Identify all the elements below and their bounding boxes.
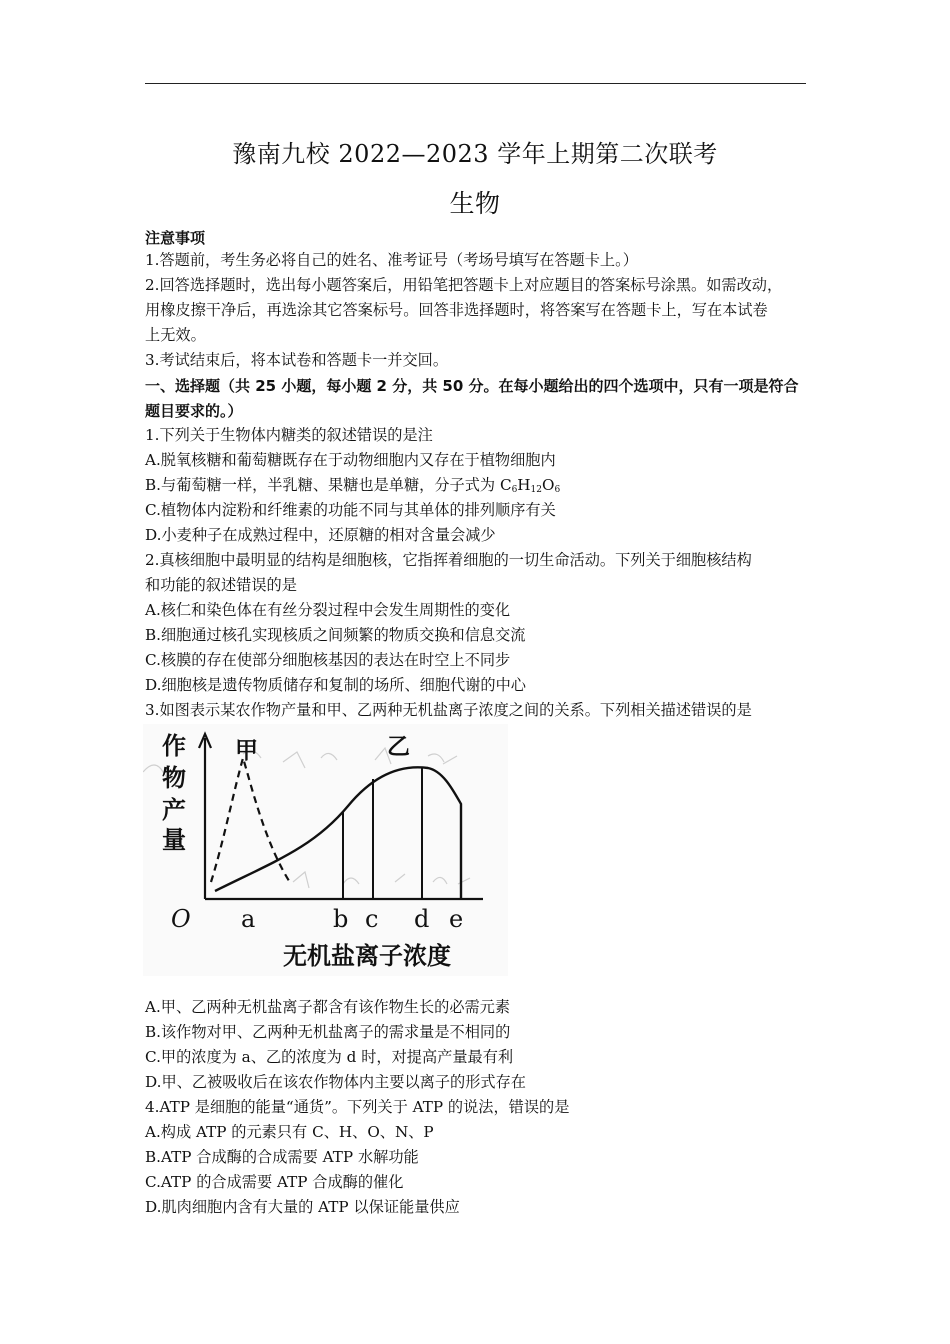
notice-item-3: 3.考试结束后，将本试卷和答题卡一并交回。 xyxy=(145,351,449,369)
q2-option-a: A.核仁和染色体在有丝分裂过程中会发生周期性的变化 xyxy=(145,601,511,619)
q2-stem-line1: 2.真核细胞中最明显的结构是细胞核，它指挥着细胞的一切生命活动。下列关于细胞核结构 xyxy=(145,551,752,569)
notice-item-1: 1.答题前，考生务必将自己的姓名、准考证号（考场号填写在答题卡上。） xyxy=(145,251,638,269)
x-axis-label: 无机盐离子浓度 xyxy=(283,942,451,970)
q2-option-d: D.细胞核是遗传物质储存和复制的场所、细胞代谢的中心 xyxy=(145,676,526,694)
section-heading-line1: 一、选择题（共 25 小题，每小题 2 分，共 50 分。在每小题给出的四个选项中，只有一项是符合 xyxy=(145,377,799,395)
q4-stem: 4.ATP 是细胞的能量“通货”。下列关于 ATP 的说法，错误的是 xyxy=(145,1098,570,1116)
subject-title: 生物 xyxy=(449,189,501,218)
q4-option-a: A.构成 ATP 的元素只有 C、H、O、N、P xyxy=(145,1123,434,1141)
q3-stem: 3.如图表示某农作物产量和甲、乙两种无机盐离子浓度之间的关系。下列相关描述错误的是 xyxy=(145,701,752,719)
notice-item-2c: 上无效。 xyxy=(145,326,206,344)
q3-option-b: B.该作物对甲、乙两种无机盐离子的需求量是不相同的 xyxy=(145,1023,511,1041)
section-heading-line2: 题目要求的。） xyxy=(145,402,243,420)
tick-b: b xyxy=(333,905,349,933)
q2-option-b: B.细胞通过核孔实现核质之间频繁的物质交换和信息交流 xyxy=(145,626,526,644)
y-label-char-3: 产 xyxy=(162,796,186,824)
y-label-char-1: 作 xyxy=(162,732,186,760)
notice-item-2b: 用橡皮擦干净后，再选涂其它答案标号。回答非选择题时，将答案写在答题卡上，写在本试卷 xyxy=(145,301,768,319)
q3-option-a: A.甲、乙两种无机盐离子都含有该作物生长的必需元素 xyxy=(145,998,511,1016)
q2-option-c: C.核膜的存在使部分细胞核基因的表达在时空上不同步 xyxy=(145,651,511,669)
y-label-char-2: 物 xyxy=(162,764,186,792)
q1-option-d: D.小麦种子在成熟过程中，还原糖的相对含量会减少 xyxy=(145,526,496,544)
tick-d: d xyxy=(414,905,430,933)
notice-item-2a: 2.回答选择题时，选出每小题答案后，用铅笔把答题卡上对应题目的答案标号涂黑。如需改动， xyxy=(145,276,783,294)
q3-figure xyxy=(143,724,508,976)
notice-heading: 注意事项 xyxy=(145,229,206,247)
curve-jia-label: 甲 xyxy=(235,738,258,764)
q1-option-c: C.植物体内淀粉和纤维素的功能不同与其单体的排列顺序有关 xyxy=(145,501,556,519)
top-rule xyxy=(145,83,806,84)
figure-background xyxy=(143,724,508,976)
q3-option-d: D.甲、乙被吸收后在该农作物体内主要以离子的形式存在 xyxy=(145,1073,526,1091)
tick-e: e xyxy=(449,905,464,933)
tick-a: a xyxy=(241,905,256,933)
q4-option-c: C.ATP 的合成需要 ATP 合成酶的催化 xyxy=(145,1173,404,1191)
q3-option-c: C.甲的浓度为 a、乙的浓度为 d 时，对提高产量最有利 xyxy=(145,1048,514,1066)
curve-yi-label: 乙 xyxy=(387,734,410,760)
q4-option-d: D.肌肉细胞内含有大量的 ATP 以保证能量供应 xyxy=(145,1198,460,1216)
origin-label: O xyxy=(171,905,191,933)
q1-option-b: B.与葡萄糖一样，半乳糖、果糖也是单糖，分子式为 $C_6H_{12}O_6$ xyxy=(145,476,561,495)
tick-c: c xyxy=(365,905,379,933)
q2-stem-line2: 和功能的叙述错误的是 xyxy=(145,576,297,594)
exam-title: 豫南九校 2022—2023 学年上期第二次联考 xyxy=(232,140,718,168)
q4-option-b: B.ATP 合成酶的合成需要 ATP 水解功能 xyxy=(145,1148,419,1166)
q1-option-a: A.脱氧核糖和葡萄糖既存在于动物细胞内又存在于植物细胞内 xyxy=(145,451,556,469)
y-label-char-4: 量 xyxy=(162,826,186,854)
q1-stem: 1.下列关于生物体内糖类的叙述错误的是注 xyxy=(145,426,433,444)
